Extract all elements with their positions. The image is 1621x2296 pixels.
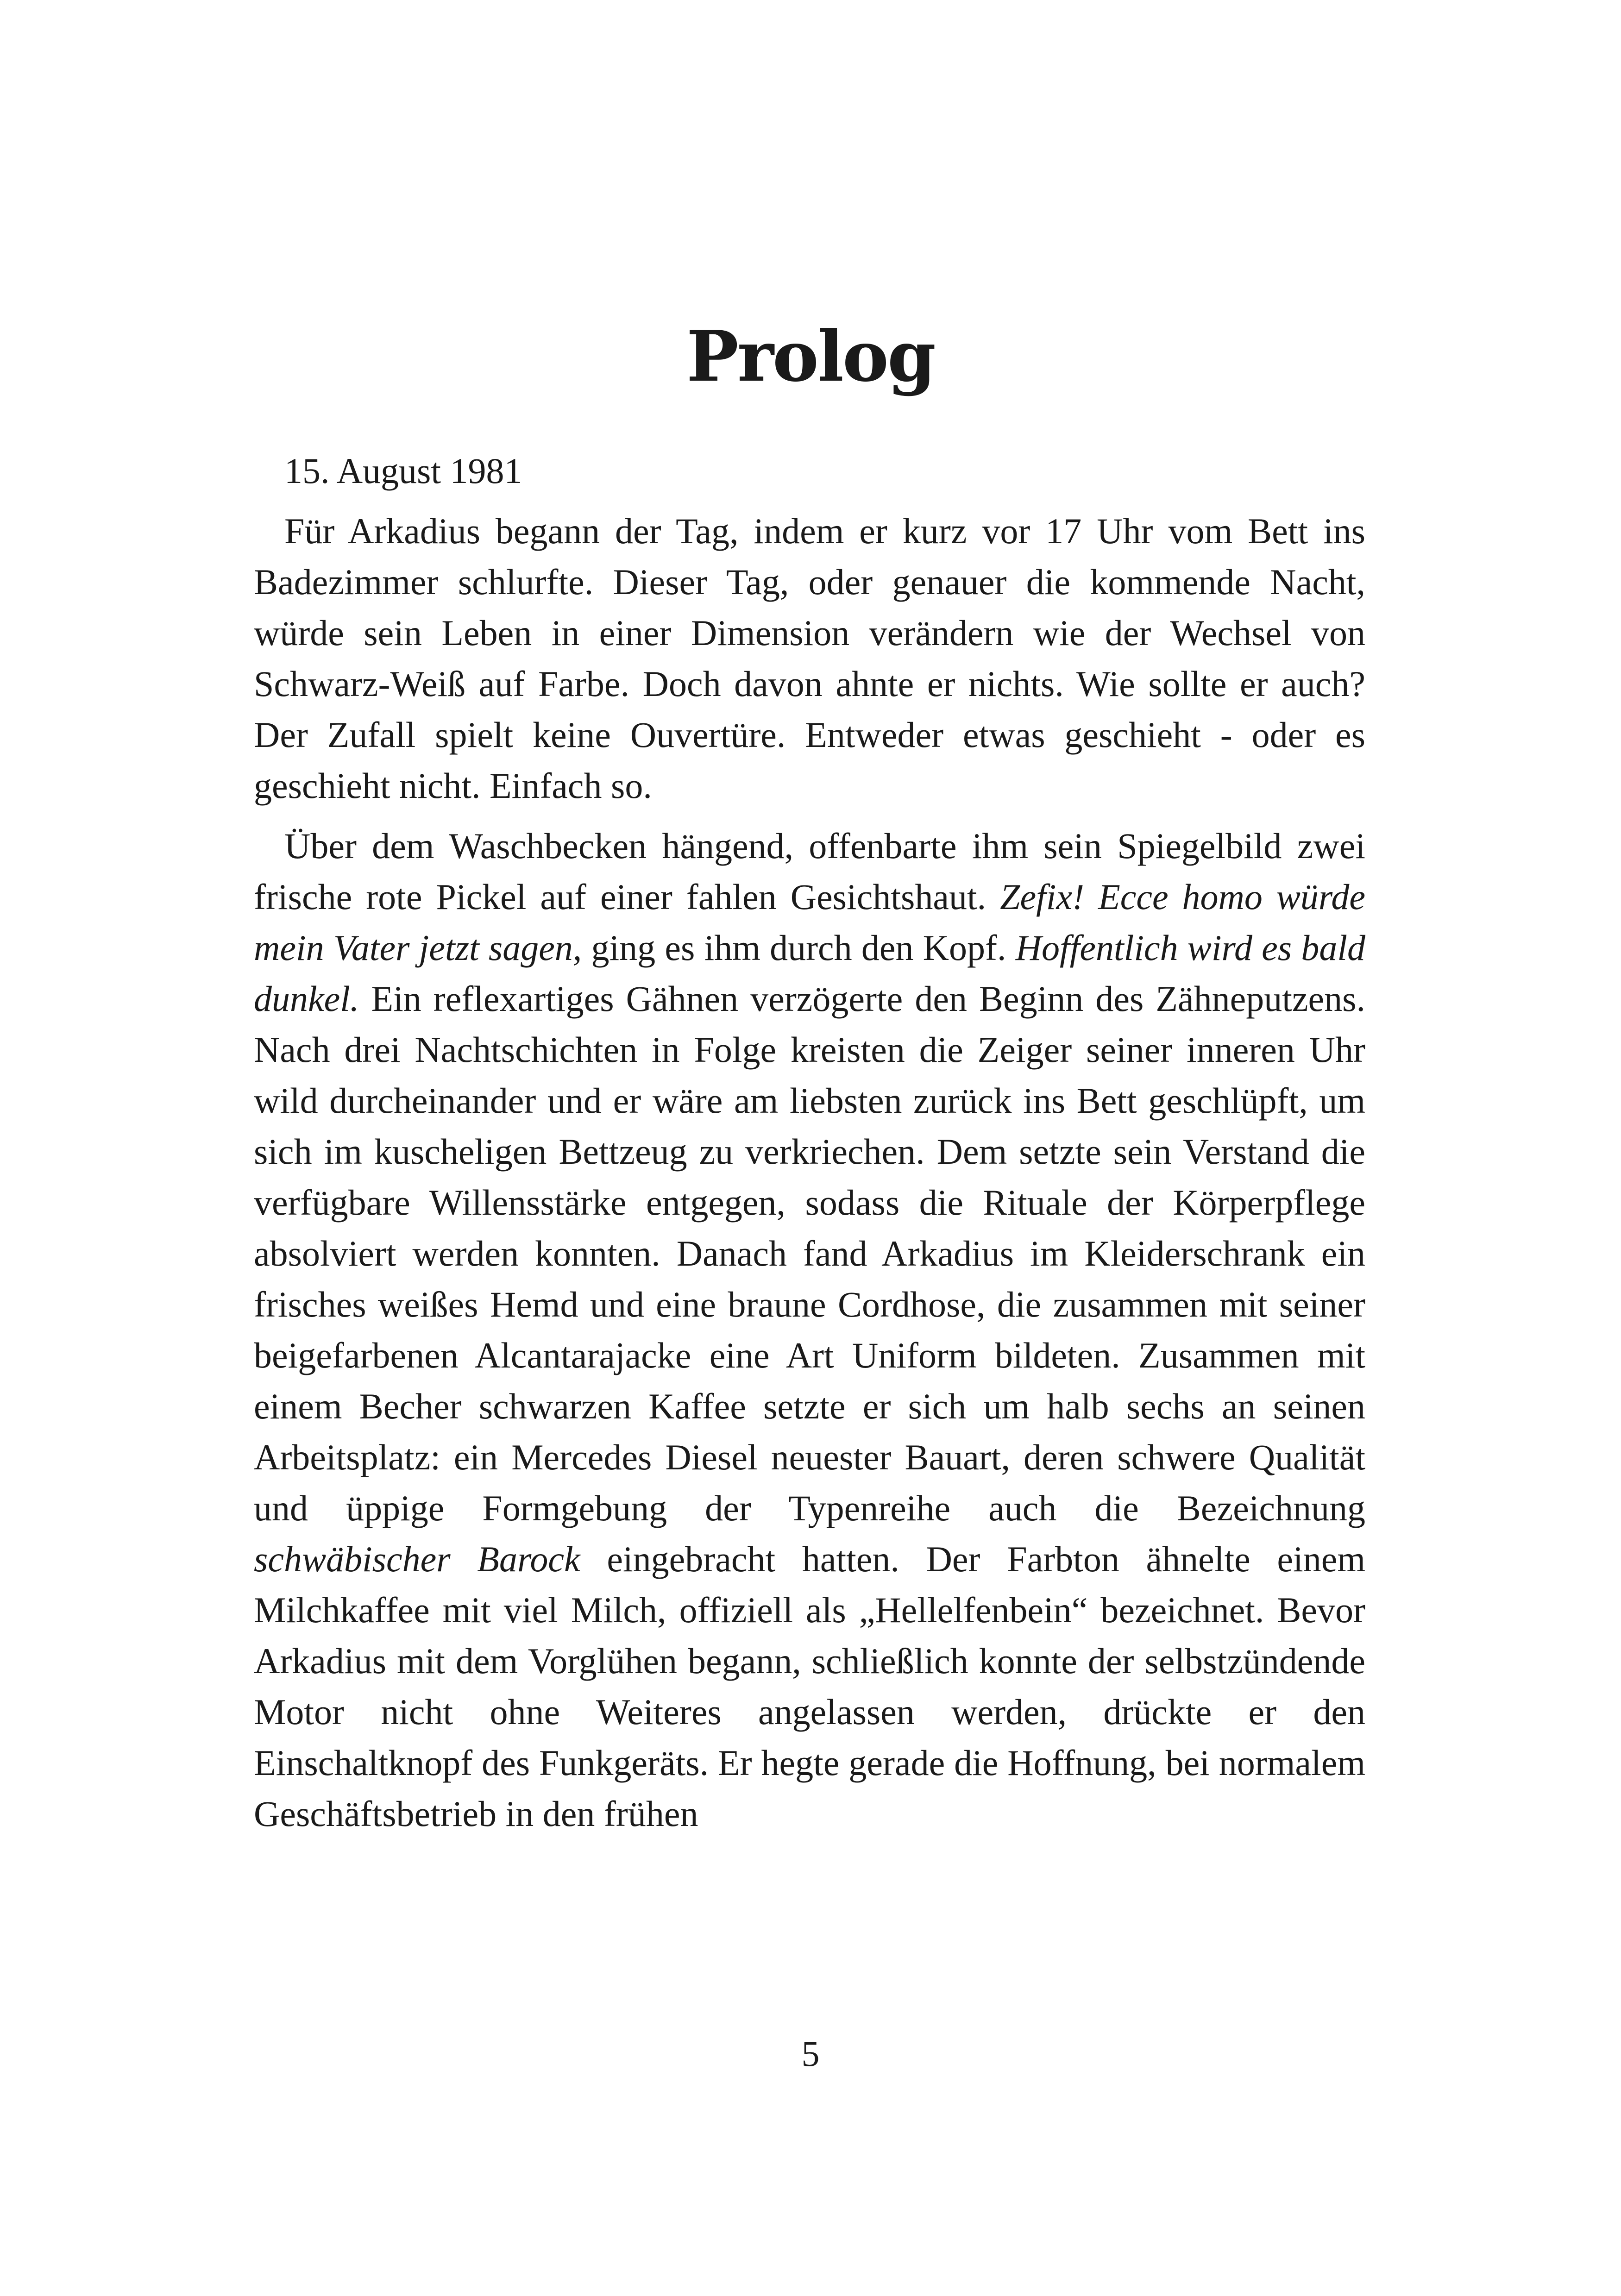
italic-text: Hoffentlich wird es bald dunkel. xyxy=(254,928,1365,1019)
text-segment: Für Arkadius begann der Tag, indem er kurz vor 17 Uhr vom Bett ins Badezimmer schlurfte. Dieser Tag, oder genauer die kommende Nacht, würde sein Leben in einer Dimension verändern wie der Wechsel von Schwarz-Weiß auf Farbe. Doch davon ahnte er nichts. Wie sollte er auch? Der Zufall spielt keine Ouvertüre. Entweder etwas geschieht - oder es geschieht nicht. Einfach so. xyxy=(254,511,1365,806)
text-segment: eingebracht hatten. Der Farbton ähnelte einem Milchkaffee mit viel Milch, offiziell als „Hellelfenbein“ bezeichnet. Bevor Arkadius mit dem Vorglühen begann, schließlich konnte der selbstzündende Motor nicht ohne Weiteres angelassen werden, drückte er den Einschaltknopf des Funkgeräts. Er hegte gerade die Hoffnung, bei normalem Geschäftsbetrieb in den frühen xyxy=(254,1539,1366,1834)
page-number: 5 xyxy=(801,2033,820,2074)
paragraph xyxy=(254,506,1365,811)
italic-text: Zefix! Ecce homo würde mein Vater jetzt sagen, xyxy=(254,877,1365,968)
italic-text: schwäbischer Barock xyxy=(254,1539,580,1579)
text-segment: Ein reflexartiges Gähnen verzögerte den Beginn des Zähneputzens. Nach drei Nachtschichten in Folge kreisten die Zeiger seiner inneren Uhr wild durcheinander und er wäre am liebsten zurück ins Bett geschlüpft, um sich im kuscheligen Bettzeug zu verkriechen. Dem setzte sein Verstand die verfügbare Willensstärke entgegen, sodass die Rituale der Körperpflege absolviert werden konnten. Danach fand Arkadius im Kleiderschrank ein frisches weißes Hemd und eine braune Cordhose, die zusammen mit seiner beigefarbenen Alcantarajacke eine Art Uniform bildeten. Zusammen mit einem Becher schwarzen Kaffee setzte er sich um halb sechs an seinen Arbeitsplatz: ein Mercedes Diesel neuester Bauart, deren schwere Qualität und üppige Formgebung der Typenreihe auch die Bezeichnung xyxy=(254,979,1365,1528)
paragraph xyxy=(254,821,1365,1839)
paragraphs xyxy=(254,506,1365,1839)
text-segment: ging es ihm durch den Kopf. xyxy=(582,928,1016,968)
text-segment: Über dem Waschbecken hängend, offenbarte ihm sein Spiegelbild zwei frische rote Pickel auf einer fahlen Gesichtshaut. xyxy=(254,826,1365,917)
date-line: 15. August 1981 xyxy=(284,451,522,491)
body-text xyxy=(254,445,1365,1839)
chapter-title: Prolog xyxy=(686,316,935,397)
